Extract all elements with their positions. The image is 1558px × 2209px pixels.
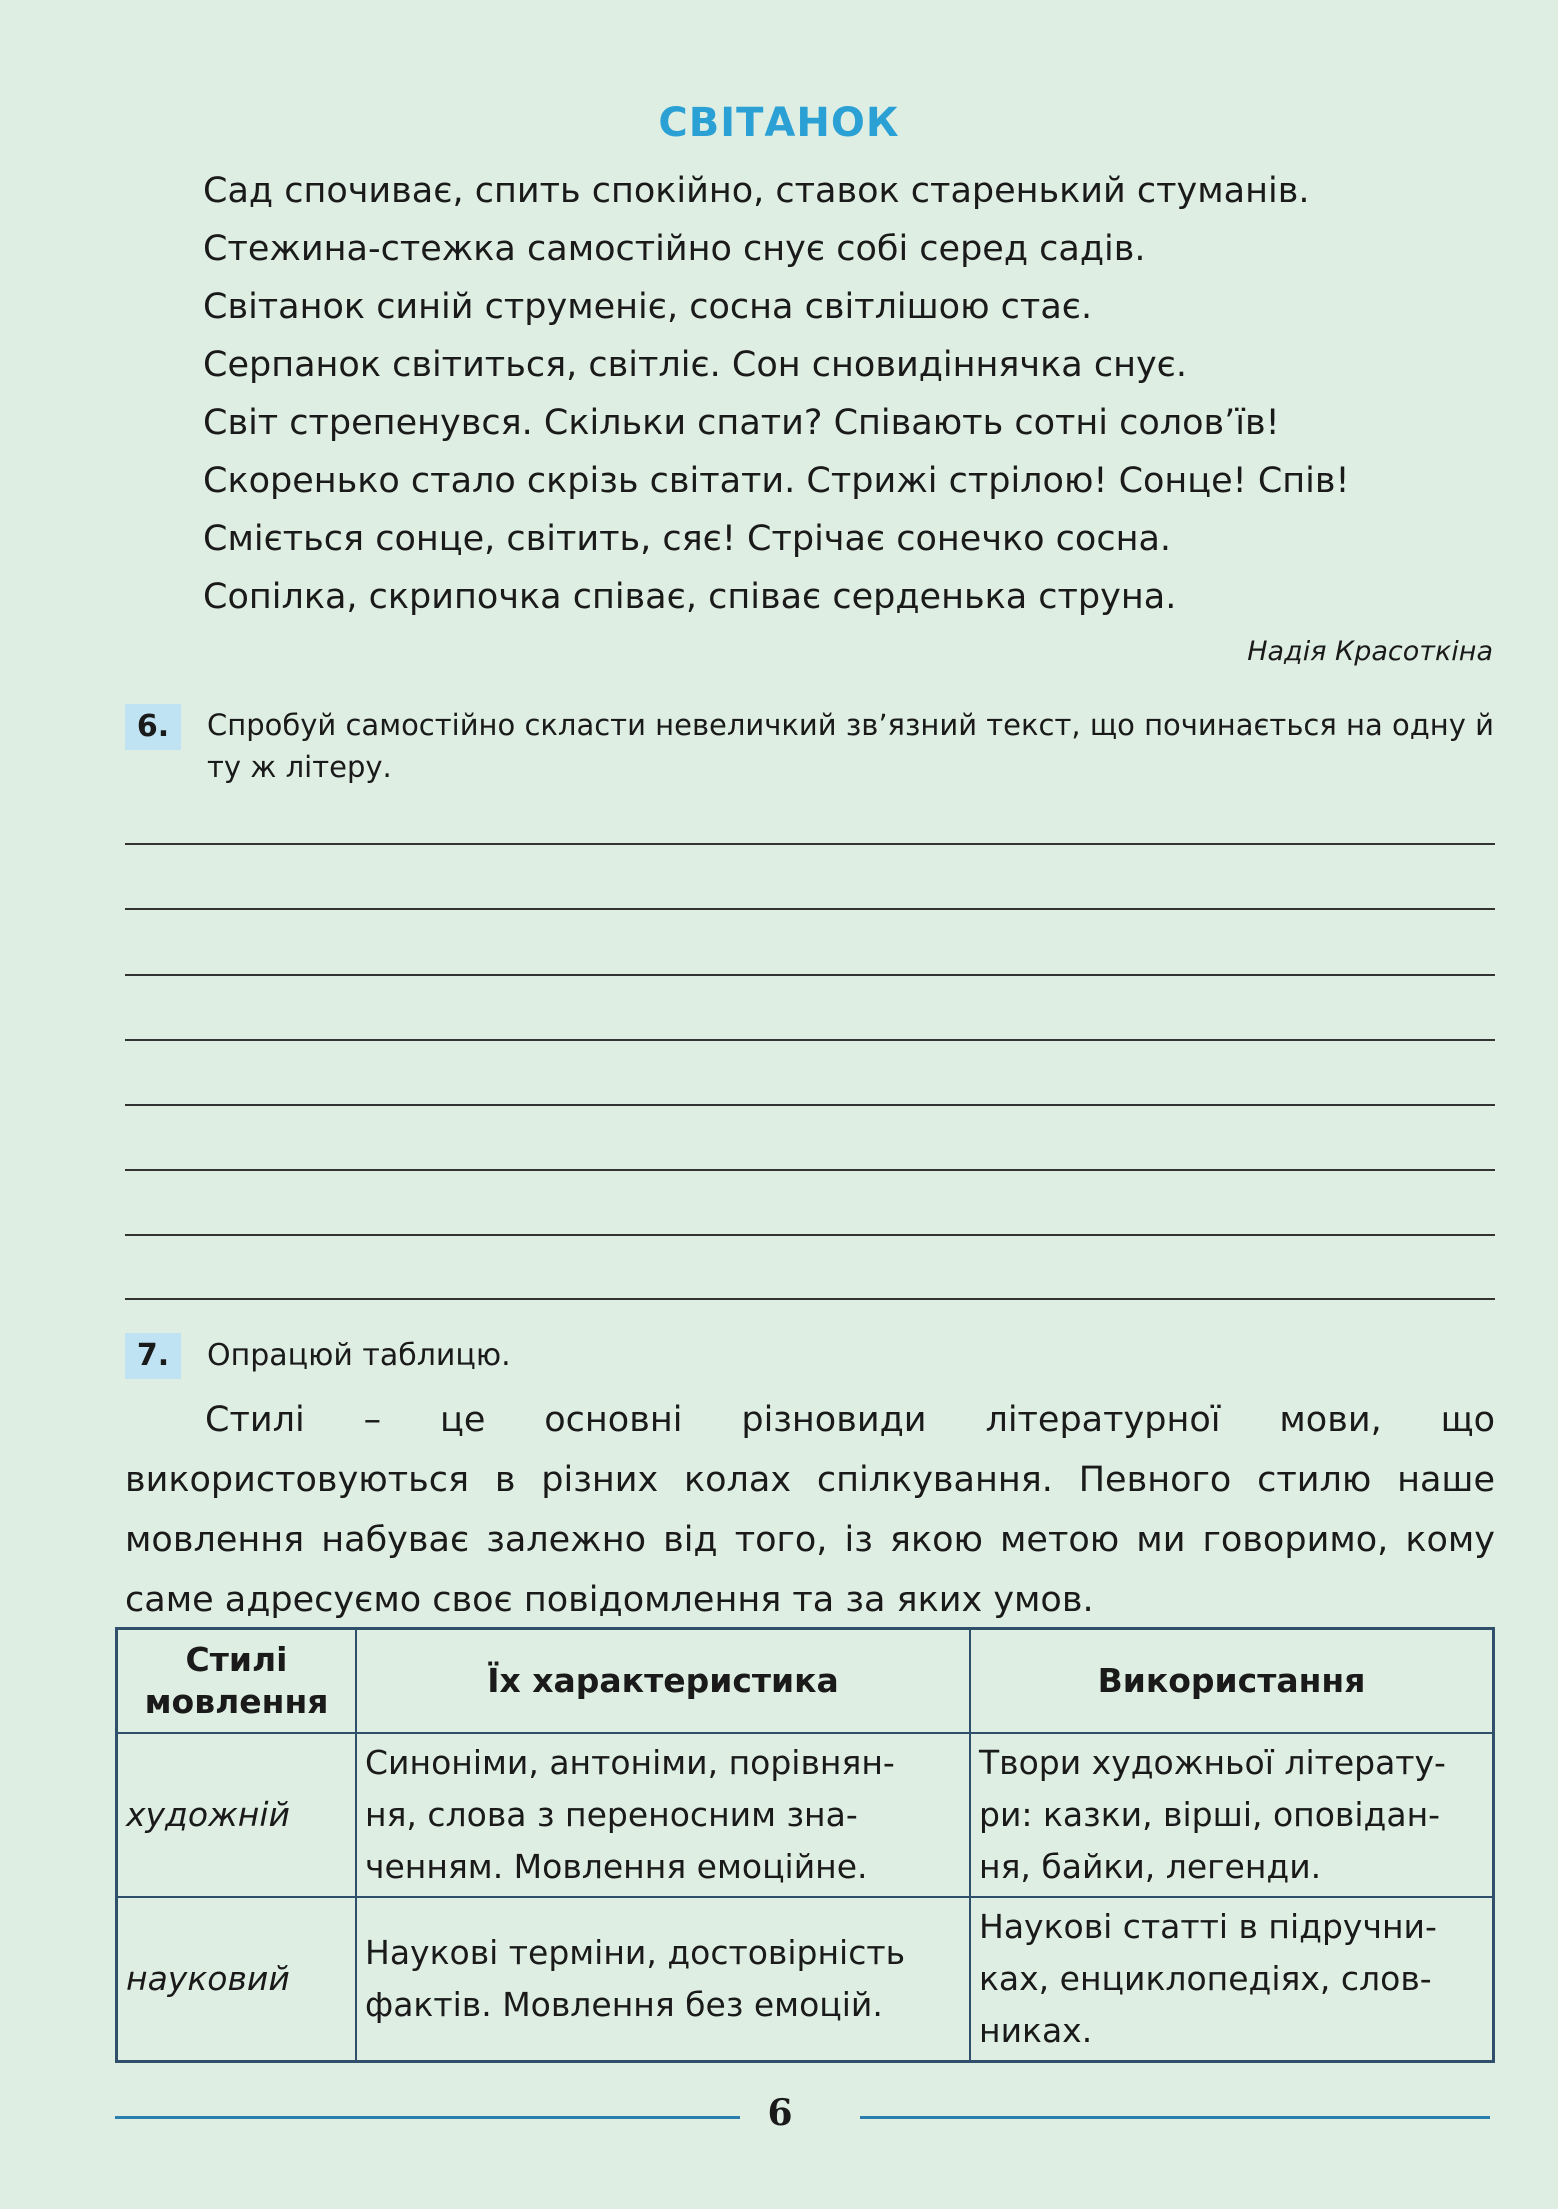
cell-line: ня, байки, легенди. [979,1847,1322,1886]
table-row [117,1897,1494,2062]
poem-title: СВІТАНОК [658,100,900,146]
answer-line[interactable] [125,908,1495,910]
column-header: Використання [970,1629,1494,1734]
usage-cell [970,1733,1494,1897]
column-header [117,1629,357,1734]
table-header-row [117,1629,1494,1734]
cell-line: ках, енциклопедіях, слов- [979,1959,1432,1998]
answer-line[interactable] [125,1104,1495,1106]
footer-rule-left [115,2116,740,2119]
cell-line: никах. [979,2011,1093,2050]
cell-line: ня, слова з переносним зна- [365,1795,858,1834]
answer-line[interactable] [125,1039,1495,1041]
usage-cell [970,1897,1494,2062]
column-header: Їх характеристика [356,1629,970,1734]
cell-line: фактів. Мовлення без емоцій. [365,1985,883,2024]
task-6-number: 6. [125,704,181,750]
style-name-cell: художній [117,1733,357,1897]
page-number: 6 [767,2092,793,2134]
characteristics-cell [356,1733,970,1897]
answer-line[interactable] [125,1169,1495,1171]
cell-line: ченням. Мовлення емоційне. [365,1847,868,1886]
cell-line: ри: казки, вірші, оповідан- [979,1795,1441,1834]
answer-line[interactable] [125,843,1495,845]
answer-line[interactable] [125,1234,1495,1236]
task-7-number: 7. [125,1333,181,1379]
task-7-instruction: Опрацюй таблицю. [207,1338,511,1373]
characteristics-cell [356,1897,970,2062]
poem-line: Серпанок світиться, світліє. Сон сновидіннячка снує. [203,345,1187,385]
answer-line[interactable] [125,974,1495,976]
poem-line: Сміється сонце, світить, сяє! Стрічає сонечко сосна. [203,519,1172,559]
poem-line: Світанок синій струменіє, сосна світлішою стає. [203,287,1093,327]
styles-definition-paragraph: Стилі – це основні різновиди літературної мови, що використовуються в різних колах спілкування. Певного стилю наше мовлення набуває залежно від того, із якою метою ми говоримо, кому саме адресуємо своє повідомлення та за яких умов. [125,1400,1495,1620]
cell-line: Твори художньої літерату- [979,1743,1446,1782]
poem-line: Сад спочиває, спить спокійно, ставок старенький стуманів. [203,171,1310,211]
cell-line: Наукові статті в підручни- [979,1907,1437,1946]
table-row [117,1733,1494,1897]
poem-line: Сопілка, скрипочка співає, співає серденька струна. [203,577,1177,617]
footer-rule-right [860,2116,1490,2119]
column-header-text: мовлення [144,1682,329,1721]
poem-author: Надія Красоткіна [1247,636,1493,667]
task-6-instruction: Спробуй самостійно скласти невеличкий зв’язний текст, що починається на одну й ту ж літеру. [207,708,1494,784]
style-name-cell: науковий [117,1897,357,2062]
cell-line: Синоніми, антоніми, порівнян- [365,1743,895,1782]
cell-line: Наукові терміни, достовірність [365,1933,906,1972]
column-header-text: Стилі [185,1640,288,1679]
poem-line: Скоренько стало скрізь світати. Стрижі стрілою! Сонце! Спів! [203,461,1350,501]
poem-body [203,162,1503,626]
speech-styles-table [115,1627,1495,2063]
poem-line: Світ стрепенувся. Скільки спати? Співають сотні солов’їв! [203,403,1280,443]
poem-line: Стежина-стежка самостійно снує собі серед садів. [203,229,1146,269]
answer-line[interactable] [125,1298,1495,1300]
